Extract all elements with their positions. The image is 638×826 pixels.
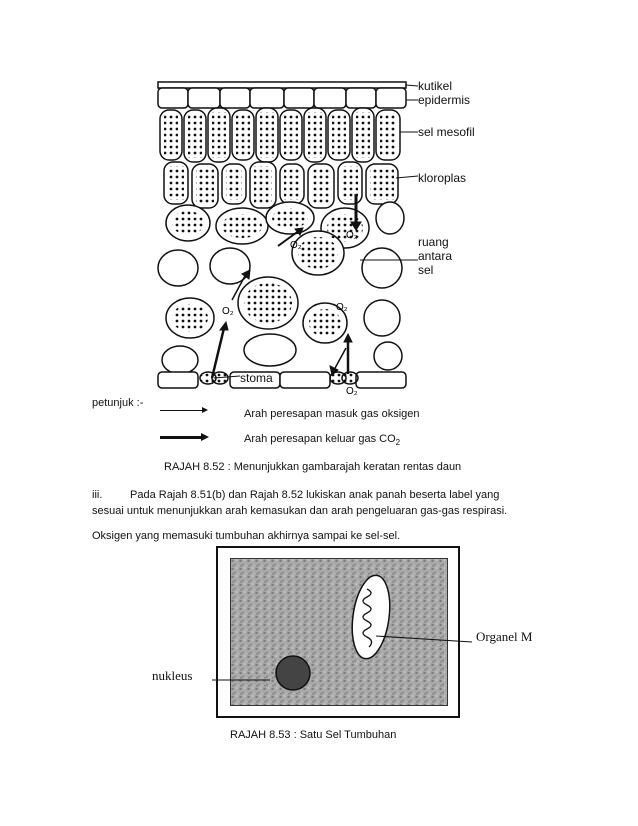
label-sel-mesofil: sel mesofil bbox=[418, 125, 475, 139]
o2-label: O₂ bbox=[222, 306, 234, 317]
label-kutikel: kutikel bbox=[418, 79, 453, 93]
question-line-2: sesuai untuk menunjukkan arah kemasukan dan arah pengeluaran gas-gas respirasi. bbox=[92, 505, 508, 517]
label-sel: sel bbox=[418, 263, 434, 277]
label-stoma: stoma bbox=[240, 371, 273, 385]
legend-title: petunjuk :- bbox=[92, 397, 144, 409]
figure-853-caption: RAJAH 8.53 : Satu Sel Tumbuhan bbox=[230, 729, 397, 741]
o2-label: O₂ bbox=[346, 230, 358, 241]
o2-label: O₂ bbox=[346, 386, 358, 397]
label-epidermis: epidermis bbox=[418, 93, 471, 107]
label-nukleus: nukleus bbox=[152, 668, 193, 683]
question-number: iii. bbox=[92, 489, 103, 501]
label-organel-m: Organel M bbox=[476, 629, 533, 644]
question-line-1: Pada Rajah 8.51(b) dan Rajah 8.52 lukiskan anak panah beserta label yang bbox=[130, 489, 500, 501]
o2-label: O₂ bbox=[290, 240, 302, 251]
question-line-3: Oksigen yang memasuki tumbuhan akhirnya sampai ke sel-sel. bbox=[92, 530, 401, 542]
label-kloroplas: kloroplas bbox=[418, 171, 467, 185]
figure-852-caption: RAJAH 8.52 : Menunjukkan gambarajah keratan rentas daun bbox=[164, 461, 462, 473]
label-antara: antara bbox=[418, 249, 453, 263]
label-ruang: ruang bbox=[418, 235, 449, 249]
o2-label: O₂ bbox=[336, 302, 348, 313]
legend-thick-arrow-text: Arah peresapan keluar gas $CO_2$ bbox=[244, 433, 401, 448]
legend-thin-arrow-text: Arah peresapan masuk gas oksigen bbox=[244, 408, 420, 420]
